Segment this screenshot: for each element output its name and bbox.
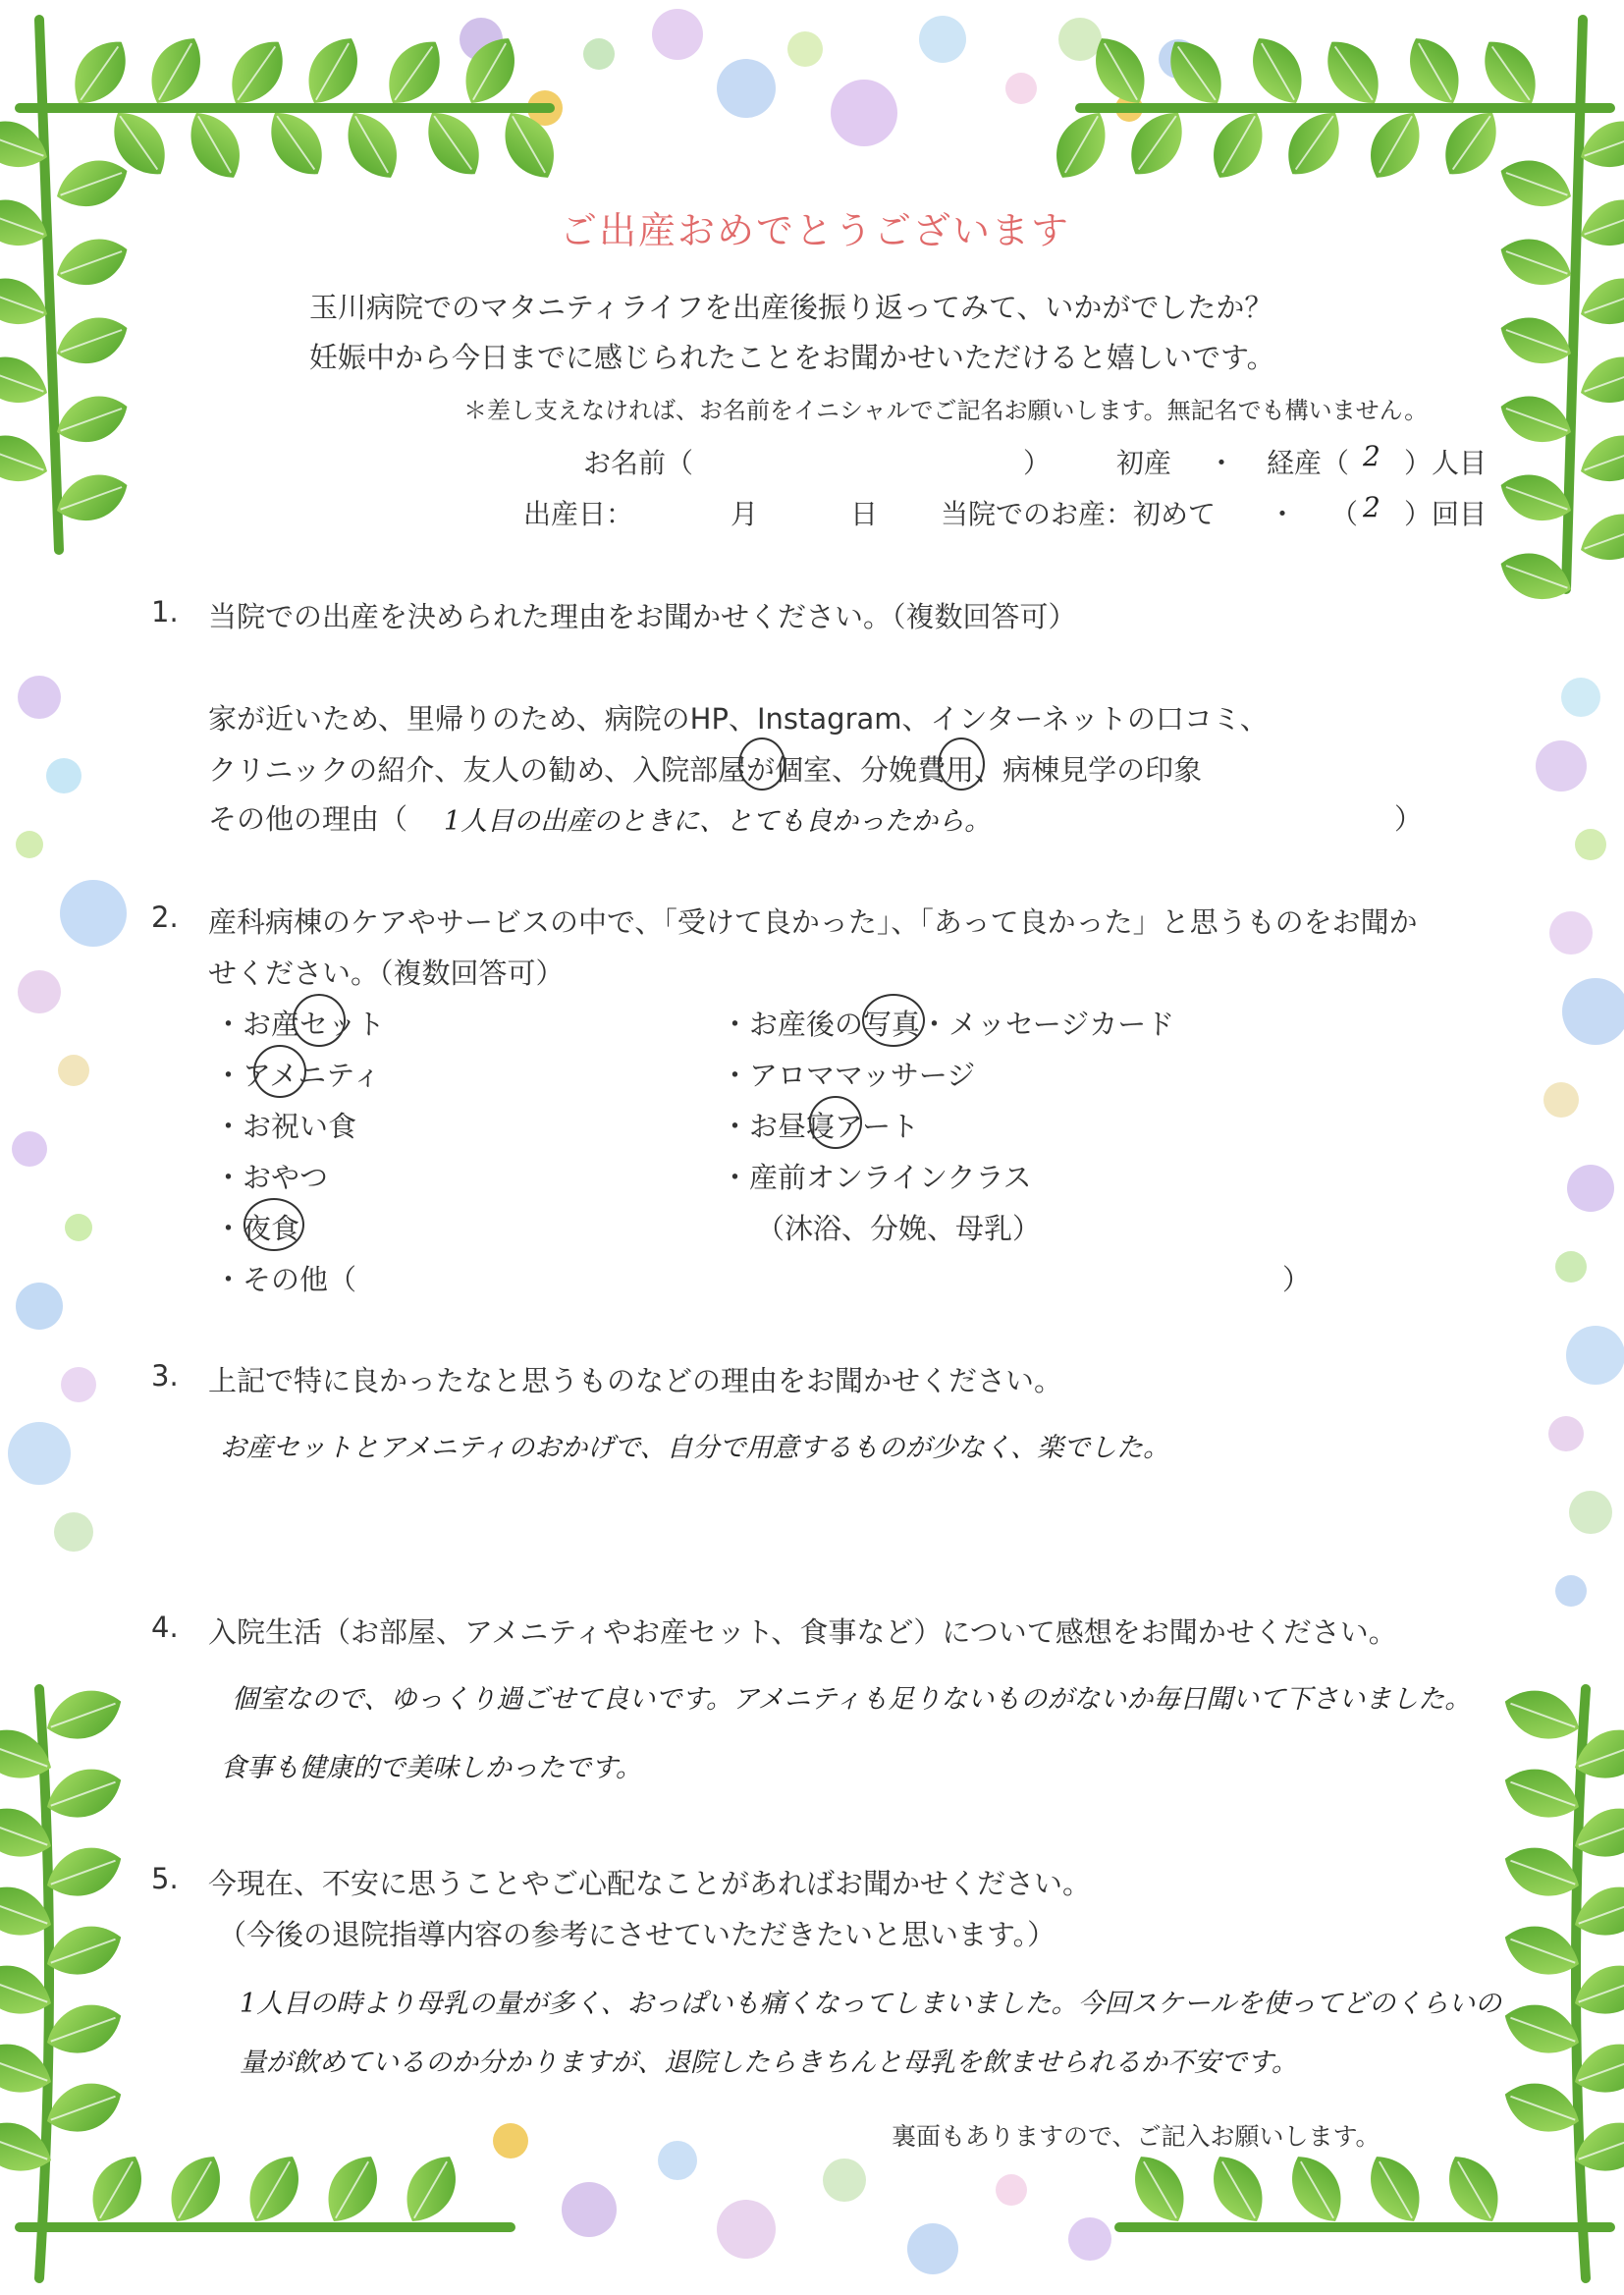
primipara-option: 初産	[1116, 447, 1172, 479]
q4-number: 4.	[151, 1611, 179, 1644]
q2-other-close: ）	[1282, 1263, 1312, 1296]
day-label: 日	[850, 498, 879, 530]
month-label: 月	[731, 498, 759, 530]
q2-online-class-sub: （沐浴、分娩、母乳）	[756, 1212, 1042, 1245]
q3-number: 3.	[151, 1359, 179, 1393]
q2-question-line-1: 産科病棟のケアやサービスの中で、「受けて良かった」、「あって良かった」と思うものをお聞か	[208, 905, 1418, 939]
q2-option-aroma-massage: ・アロママッサージ	[721, 1059, 976, 1092]
q1-question: 当院での出産を決められた理由をお聞かせください。（複数回答可）	[208, 600, 1077, 633]
q5-answer-line-1: 1人目の時より母乳の量が多く、おっぱいも痛くなってしまいました。今回スケールを使ってどのくらいの	[240, 1989, 1502, 2019]
q2-number: 2.	[151, 901, 179, 934]
q2-question-line-2: せください。（複数回答可）	[208, 956, 565, 990]
selection-circle	[938, 738, 985, 791]
selection-circle	[738, 738, 785, 791]
hospital-birth-dot: ・	[1269, 498, 1297, 530]
hospital-birth-label: 当院でのお産：初めて	[941, 498, 1217, 530]
q2-option-night-meal: ・夜食	[214, 1212, 300, 1245]
selection-circle	[809, 1096, 862, 1149]
count-value: 2	[1363, 491, 1380, 523]
q2-option-snack: ・おやつ	[214, 1161, 329, 1194]
q5-number: 5.	[151, 1862, 179, 1895]
selection-circle	[244, 1198, 304, 1251]
selection-circle	[253, 1045, 306, 1098]
q3-question: 上記で特に良かったなと思うものなどの理由をお聞かせください。	[208, 1364, 1063, 1397]
separator-dot: ・	[1208, 447, 1236, 479]
selection-circle	[293, 994, 346, 1047]
q4-question: 入院生活（お部屋、アメニティやお産セット、食事など）について感想をお聞かせください。	[208, 1615, 1397, 1649]
name-label: お名前（	[583, 447, 694, 479]
q2-option-amenity: ・アメニティ	[214, 1059, 381, 1092]
q1-other-answer: 1人目の出産のときに、とても良かったから。	[444, 806, 992, 837]
q2-option-celebration-meal: ・お祝い食	[214, 1110, 357, 1143]
q5-question-line-1: 今現在、不安に思うことやご心配なことがあればお聞かせください。	[208, 1867, 1092, 1900]
intro-line-1: 玉川病院でのマタニティライフを出産後振り返ってみて、いかがでしたか？	[309, 291, 1273, 324]
q1-options-line-2: クリニックの紹介、友人の勧め、入院部屋が個室、分娩費用、病棟見学の印象	[208, 753, 1203, 787]
q4-answer-line-2: 食事も健康的で美味しかったです。	[220, 1753, 642, 1783]
q2-option-photo-card: ・お産後の写真・メッセージカード	[721, 1008, 1175, 1041]
selection-circle	[862, 994, 925, 1047]
count-open: （	[1330, 498, 1359, 530]
name-note: ＊差し支えなければ、お名前をイニシャルでご記名お願いします。無記名でも構いません。	[463, 397, 1429, 424]
multipara-label: 経産（	[1267, 447, 1350, 479]
q1-number: 1.	[151, 595, 179, 628]
q5-answer-line-2: 量が飲めているのか分かりますが、退院したらきちんと母乳を飲ませられるか不安です。	[240, 2048, 1298, 2078]
q4-answer-line-1: 個室なので、ゆっくり過ごせて良いです。アメニティも足りないものがないか毎日聞いて下さいました。	[232, 1684, 1472, 1715]
q1-options-line-1: 家が近いため、里帰りのため、病院のHP、Instagram、インターネットの口コミ、	[208, 702, 1269, 736]
q2-option-online-class: ・産前オンラインクラス	[721, 1161, 1032, 1194]
back-page-note: 裏面もありますので、ご記入お願いします。	[892, 2122, 1380, 2151]
name-close: ）	[1023, 447, 1052, 479]
count-close: ）回目	[1404, 498, 1488, 530]
q2-option-osan-set: ・お産セット	[214, 1008, 386, 1041]
intro-line-2: 妊娠中から今日までに感じられたことをお聞かせいただけると嬉しいです。	[309, 341, 1275, 374]
birth-date-label: 出産日：	[523, 498, 634, 530]
q1-other-close: ）	[1394, 802, 1424, 836]
q2-option-other: ・その他（	[214, 1263, 357, 1296]
q3-answer: お産セットとアメニティのおかげで、自分で用意するものが少なく、楽でした。	[220, 1433, 1170, 1463]
multipara-close: ）人目	[1404, 447, 1488, 479]
page-title: ご出産おめでとうございます	[560, 209, 1071, 252]
multipara-value: 2	[1363, 440, 1380, 472]
q1-other-label: その他の理由（	[208, 802, 408, 836]
q5-question-line-2: （今後の退院指導内容の参考にさせていただきたいと思います。）	[218, 1918, 1056, 1951]
q2-option-nap-art: ・お昼寝アート	[721, 1110, 920, 1143]
